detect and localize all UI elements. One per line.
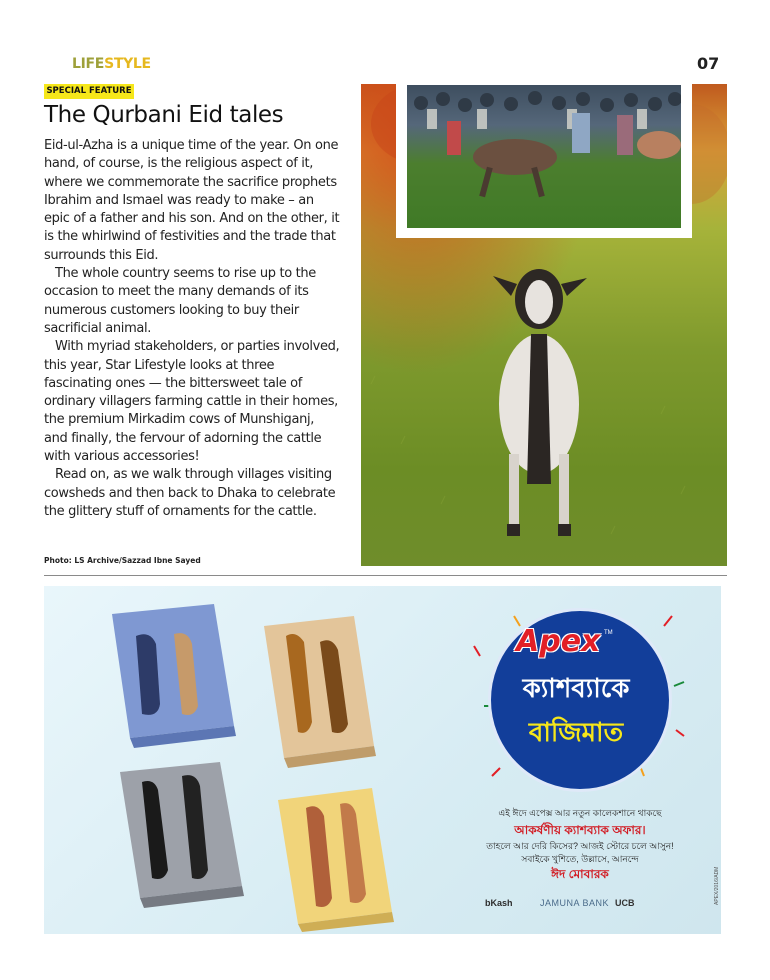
paragraph: With myriad stakeholders, or parties involved, this year, Star Lifestyle looks at three fascinating ones — the bittersweet tale of ordinary villagers farming cattle in their homes, the premium Mirkadim cows of Munshiganj, and finally, the fervour of adorning the cattle with various accessories! [44,339,340,465]
section-logo [72,56,151,72]
cattle-crowd-illustration [407,85,681,228]
ad-text-line: সবাইকে খুশিতে, উল্লাসে, আনন্দে [521,854,639,864]
article-title: The Qurbani Eid tales [44,102,284,128]
eid-greeting: ঈদ মোবারক [551,867,609,881]
section-divider [44,575,727,576]
article-body [44,137,340,521]
bkash-logo: bKash [485,898,513,908]
ad-headline-line2: বাজিমাত [528,717,624,747]
section-logo-part2: STYLE [104,56,151,72]
photo-credit: Photo: LS Archive/Sazzad Ibne Sayed [44,556,201,565]
ad-headline-line1: ক্যাশব্যাকে [522,673,630,703]
trademark-mark: TM [604,630,613,636]
jamuna-bank-logo: JAMUNA BANK [540,898,610,908]
apex-logo: Apex [516,624,601,659]
page-number: 07 [697,54,720,73]
ad-offer-line: আকর্ষণীয় ক্যাশব্যাক অফার। [514,823,646,837]
ad-text-line: তাহলে আর দেরি কিসের? আজই স্টোরে চলে আসুন! [486,841,674,851]
cattle-crowd-photo [407,85,681,228]
ad-text-line: এই ঈদে এপেক্স আর নতুন কালেকশানে থাকছে [498,808,662,818]
paragraph: The whole country seems to rise up to the occasion to meet the many demands of its numerous customers looking to buy their sacrificial animal. [44,266,316,336]
paragraph: Eid-ul-Azha is a unique time of the year. On one hand, of course, is the religious aspect of it, where we commemorate the sacrifice prophets Ibrahim and Ismael was ready to make – an epic of a father and his son. And on the other, it is the whirlwind of festivities and the trade that surrounds this Eid. [44,138,340,263]
section-tag: SPECIAL FEATURE [44,84,134,99]
paragraph: Read on, as we walk through villages visiting cowsheds and then back to Dhaka to celebrate the glittery stuff of ornaments for the cattle. [44,467,336,519]
ucb-logo: UCB [615,898,635,908]
ad-code: APEX/2016/ADM [714,866,720,905]
section-logo-part1: LIFE [72,56,105,72]
